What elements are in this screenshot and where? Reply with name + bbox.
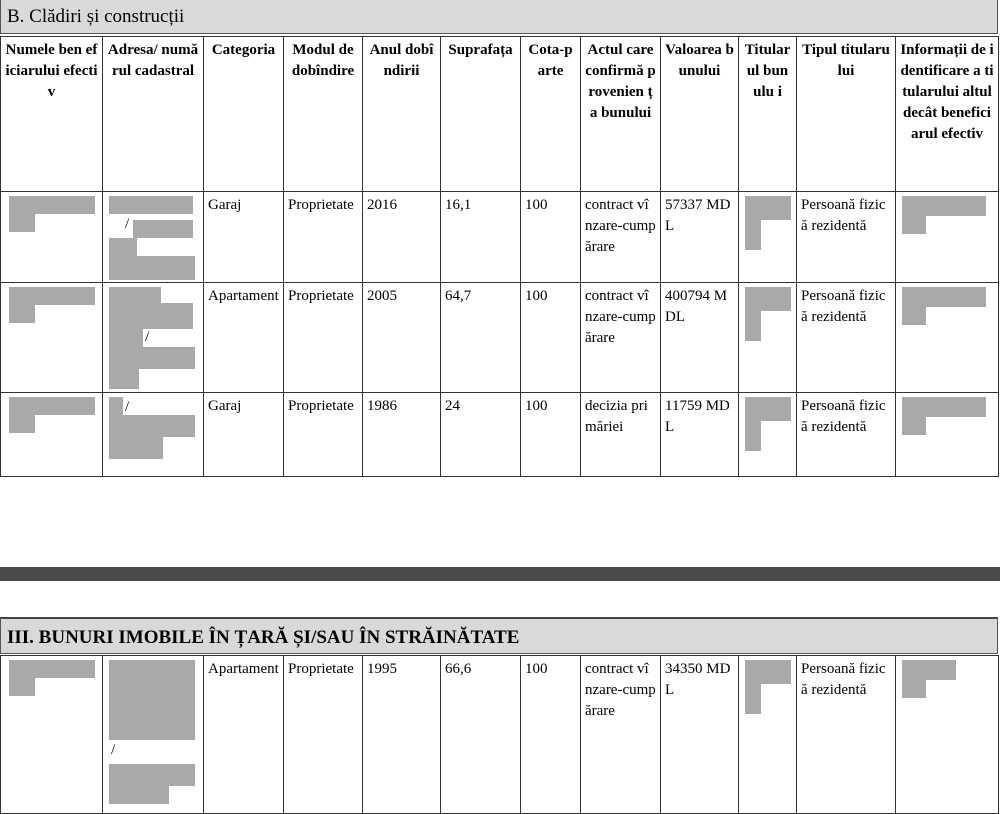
table-row xyxy=(1,393,999,477)
col-header-holder: Titular ul bunulu i xyxy=(739,37,797,192)
redaction-block xyxy=(9,397,95,415)
redaction-block xyxy=(745,196,791,220)
address-separator: / xyxy=(125,216,130,232)
year-cell: 1986 xyxy=(363,393,441,477)
table-header-row xyxy=(1,37,999,192)
holder-type-cell: Persoană fizică rezidentă xyxy=(797,192,896,283)
area-cell: 24 xyxy=(441,393,521,477)
redaction-block xyxy=(745,660,791,684)
col-header-area: Suprafața xyxy=(441,37,521,192)
section-b-title: B. Clădiri și construcții xyxy=(7,6,185,27)
section-b-header xyxy=(0,0,998,34)
holder-info-cell xyxy=(896,192,999,283)
redaction-block xyxy=(9,214,35,232)
address-cell xyxy=(103,283,204,393)
redaction-block xyxy=(745,421,761,451)
category-cell: Apartament xyxy=(204,656,284,814)
immovable-assets-table xyxy=(0,655,999,814)
act-cell: contract vînzare-cumpărare xyxy=(581,192,661,283)
holder-type-cell: Persoană fizică rezidentă xyxy=(797,283,896,393)
beneficiary-cell xyxy=(1,283,103,393)
holder-cell xyxy=(739,192,797,283)
redaction-block xyxy=(133,220,193,238)
category-cell: Garaj xyxy=(204,393,284,477)
area-cell: 64,7 xyxy=(441,283,521,393)
redaction-block xyxy=(902,660,956,680)
holder-type-cell: Persoană fizică rezidentă xyxy=(797,393,896,477)
act-cell: contract vînzare-cumpărare xyxy=(581,656,661,814)
redaction-block xyxy=(109,397,123,415)
redaction-block xyxy=(902,216,926,234)
value-cell: 400794 MDL xyxy=(661,283,739,393)
share-cell: 100 xyxy=(521,656,581,814)
redaction-block xyxy=(109,437,163,459)
share-cell: 100 xyxy=(521,192,581,283)
mode-cell: Proprietate xyxy=(284,283,363,393)
holder-cell xyxy=(739,393,797,477)
col-header-beneficiary: Numele ben eficiarului efectiv xyxy=(1,37,103,192)
area-cell: 66,6 xyxy=(441,656,521,814)
redaction-block xyxy=(9,415,35,433)
redaction-block xyxy=(109,196,193,214)
col-header-mode: Modul de dobîndire xyxy=(284,37,363,192)
year-cell: 2005 xyxy=(363,283,441,393)
redaction-block xyxy=(9,678,35,696)
redaction-block xyxy=(109,415,195,437)
redaction-block xyxy=(902,196,986,216)
share-cell: 100 xyxy=(521,393,581,477)
redaction-block xyxy=(745,287,791,311)
redaction-block xyxy=(745,397,791,421)
redaction-block xyxy=(109,347,195,369)
value-cell: 57337 MDL xyxy=(661,192,739,283)
mode-cell: Proprietate xyxy=(284,393,363,477)
holder-cell xyxy=(739,283,797,393)
redaction-block xyxy=(109,303,193,329)
address-separator: / xyxy=(111,742,116,758)
value-cell: 34350 MDL xyxy=(661,656,739,814)
page-divider xyxy=(0,567,1000,581)
redaction-block xyxy=(745,311,761,341)
address-separator: / xyxy=(145,329,150,345)
year-cell: 2016 xyxy=(363,192,441,283)
redaction-block xyxy=(109,764,195,786)
redaction-block xyxy=(9,287,95,305)
mode-cell: Proprietate xyxy=(284,192,363,283)
holder-info-cell xyxy=(896,656,999,814)
act-cell: decizia primăriei xyxy=(581,393,661,477)
redaction-block xyxy=(902,307,926,325)
col-header-share: Cota-parte xyxy=(521,37,581,192)
address-cell xyxy=(103,656,204,814)
buildings-table xyxy=(0,36,999,477)
address-cell xyxy=(103,393,204,477)
address-cell xyxy=(103,192,204,283)
redaction-block xyxy=(109,256,195,280)
col-header-act: Actul care confirmă provenien ța bunului xyxy=(581,37,661,192)
redaction-block xyxy=(9,196,95,214)
section-iii-header xyxy=(0,617,998,654)
redaction-block xyxy=(109,660,195,740)
holder-info-cell xyxy=(896,283,999,393)
holder-info-cell xyxy=(896,393,999,477)
col-header-holder-type: Tipul titularului xyxy=(797,37,896,192)
redaction-block xyxy=(9,660,95,678)
redaction-block xyxy=(902,287,986,307)
table-row xyxy=(1,283,999,393)
year-cell: 1995 xyxy=(363,656,441,814)
beneficiary-cell xyxy=(1,656,103,814)
section-iii-title: III. BUNURI IMOBILE ÎN ȚARĂ ȘI/SAU ÎN STRĂINĂTATE xyxy=(7,627,520,648)
redaction-block xyxy=(745,684,761,714)
col-header-holder-info: Informații de identificare a titularului altul decât beneficiarul efectiv xyxy=(896,37,999,192)
value-cell: 11759 MDL xyxy=(661,393,739,477)
col-header-year: Anul dobîndirii xyxy=(363,37,441,192)
address-separator: / xyxy=(125,399,130,415)
redaction-block xyxy=(109,786,169,804)
col-header-address: Adresa/ numărul cadastral xyxy=(103,37,204,192)
redaction-block xyxy=(109,327,143,349)
beneficiary-cell xyxy=(1,393,103,477)
area-cell: 16,1 xyxy=(441,192,521,283)
redaction-block xyxy=(902,680,926,698)
category-cell: Apartament xyxy=(204,283,284,393)
redaction-block xyxy=(902,417,926,435)
share-cell: 100 xyxy=(521,283,581,393)
redaction-block xyxy=(745,220,761,250)
col-header-value: Valoarea bunului xyxy=(661,37,739,192)
mode-cell: Proprietate xyxy=(284,656,363,814)
redaction-block xyxy=(109,367,139,389)
holder-type-cell: Persoană fizică rezidentă xyxy=(797,656,896,814)
redaction-block xyxy=(9,305,35,323)
table-row xyxy=(1,656,999,814)
redaction-block xyxy=(902,397,986,417)
col-header-category: Categoria xyxy=(204,37,284,192)
beneficiary-cell xyxy=(1,192,103,283)
holder-cell xyxy=(739,656,797,814)
table-row xyxy=(1,192,999,283)
act-cell: contract vînzare-cumpărare xyxy=(581,283,661,393)
category-cell: Garaj xyxy=(204,192,284,283)
